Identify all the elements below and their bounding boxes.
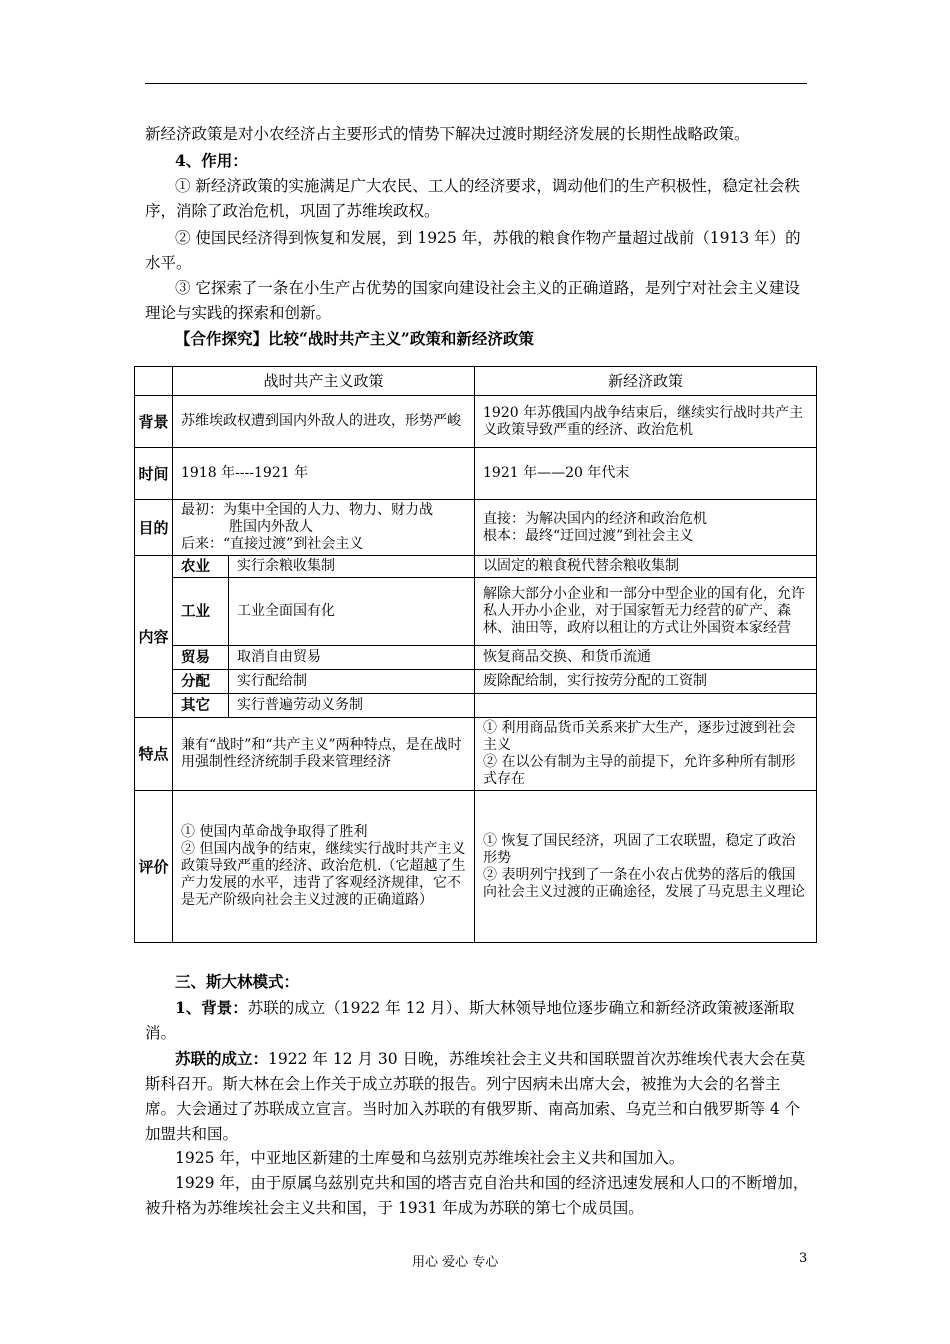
section3-founding-text: 1922 年 12 月 30 日晚，苏维埃社会主义共和国联盟首次苏维埃代表大会在莫斯科召开。斯大林在会上作关于成立苏联的报告。列宁因病未出席大会，被推为大会的名誉主席。大会通过了苏联成立宣言。当时加入苏联的有俄罗斯、南高加索、乌克兰和白俄罗斯等 4 个加盟共和国。 [145, 1050, 806, 1143]
row-label-evaluation: 评价 [135, 791, 173, 943]
evaluation-war-1: ① 使国内革命战争取得了胜利 [181, 824, 368, 840]
cell-feature-war: 兼有“战时”和“共产主义”两种特点，是在战时用强制性经济统制手段来管理经济 [173, 718, 475, 791]
content-sub-label: 贸易 [173, 646, 229, 670]
role-item-2: ② 使国民经济得到恢复和发展，到 1925 年，苏俄的粮食作物产量超过战前（1913 年）的水平。 [145, 229, 801, 272]
content-war-cell: 实行余粮收集制 [229, 556, 475, 578]
role-item-3: ③ 它探索了一条在小生产占优势的国家向建设社会主义的正确道路，是列宁对社会主义建设理论与实践的探索和创新。 [145, 279, 800, 322]
section3-1929: 1929 年，由于原属乌兹别克共和国的塔吉克自治共和国的经济迅速发展和人口的不断增加，被升格为苏维埃社会主义共和国，于 1931 年成为苏联的第七个成员国。 [145, 1174, 809, 1217]
content-sub-label: 其它 [173, 694, 229, 718]
goal-war-line-2: 胜国内外敌人 [229, 519, 313, 535]
content-nep-cell: 废除配给制，实行按劳分配的工资制 [475, 670, 817, 694]
row-goal [135, 500, 817, 556]
row-label-time: 时间 [135, 448, 173, 500]
row-content-distribution [135, 670, 817, 694]
comparison-table [134, 366, 817, 943]
row-label-background: 背景 [135, 396, 173, 448]
goal-nep-line-1: 直接：为解决国内的经济和政治危机 [483, 510, 708, 527]
page-number: 3 [799, 1251, 808, 1266]
content-war-cell: 实行普遍劳动义务制 [229, 694, 475, 718]
cell-goal-war [173, 500, 475, 556]
evaluation-nep-1: ① 恢复了国民经济，巩固了工农联盟，稳定了政治形势 [483, 832, 796, 866]
section3-founding [145, 1046, 810, 1147]
content-war-cell: 取消自由贸易 [229, 646, 475, 670]
cell-time-war: 1918 年----1921 年 [173, 448, 475, 500]
content-sub-label: 分配 [173, 670, 229, 694]
row-label-feature: 特点 [135, 718, 173, 791]
section3-background-label: 1、背景： [175, 998, 248, 1017]
content-war-cell: 实行配给制 [229, 670, 475, 694]
row-content-trade [135, 646, 817, 670]
section3-founding-label: 苏联的成立： [175, 1049, 269, 1068]
evaluation-war-2: ② 但国内战争的结束，继续实行战时共产主义政策导致严重的经济、政治危机.（它超越了生产力发展的水平，违背了客观经济规律，它不是无产阶级向社会主义过渡的正确道路） [181, 841, 466, 908]
cell-time-nep: 1921 年——20 年代末 [475, 448, 817, 500]
section3-1925: 1925 年，中亚地区新建的土库曼和乌兹别克苏维埃社会主义共和国加入。 [175, 1149, 685, 1167]
cell-goal-nep [475, 500, 817, 556]
feature-nep-2: ② 在以公有制为主导的前提下，允许多种所有制形式存在 [483, 754, 796, 787]
goal-war-line-1: 最初：为集中全国的人力、物力、财力战 [181, 502, 433, 518]
corner-cell [135, 367, 173, 396]
section3-background [145, 995, 810, 1046]
role-heading: 4、作用： [175, 151, 248, 170]
row-content-agriculture [135, 556, 817, 578]
content-sub-label: 农业 [173, 556, 229, 578]
footer-motto: 用心 爱心 专心 [412, 1255, 499, 1270]
content-war-cell: 工业全面国有化 [229, 578, 475, 646]
content-nep-cell: 以固定的粮食税代替余粮收集制 [475, 556, 817, 578]
row-feature [135, 718, 817, 791]
content-nep-cell: 恢复商品交换、和货币流通 [475, 646, 817, 670]
header-rule [145, 83, 807, 84]
cell-background-nep: 1920 年苏俄国内战争结束后，继续实行战时共产主义政策导致严重的经济、政治危机 [475, 396, 817, 448]
cell-feature-nep [475, 718, 817, 791]
table-title: 【合作探究】比较“战时共产主义”政策和新经济政策 [175, 329, 534, 348]
cell-evaluation-war [173, 791, 475, 943]
role-item-1: ① 新经济政策的实施满足广大农民、工人的经济要求，调动他们的生产积极性，稳定社会秩序，消除了政治危机，巩固了苏维埃政权。 [145, 177, 800, 220]
content-nep-cell: 解除大部分小企业和一部分中型企业的国有化，允许私人开办小企业，对于国家暂无力经营的矿产、森林、油田等，政府以租让的方式让外国资本家经营 [475, 578, 817, 646]
cell-background-war: 苏维埃政权遭到国内外敌人的进攻，形势严峻 [173, 396, 475, 448]
col-header-nep: 新经济政策 [475, 367, 817, 396]
table-header-row [135, 367, 817, 396]
evaluation-nep-2: ② 表明列宁找到了一条在小农占优势的落后的俄国向社会主义过渡的正确途径，发展了马克思主义理论 [483, 866, 806, 900]
col-header-war: 战时共产主义政策 [173, 367, 475, 396]
content-sub-label: 工业 [173, 578, 229, 646]
row-evaluation [135, 791, 817, 943]
intro-line: 新经济政策是对小农经济占主要形式的情势下解决过渡时期经济发展的长期性战略政策。 [145, 125, 750, 143]
row-content-industry [135, 578, 817, 646]
row-time [135, 448, 817, 500]
goal-nep-line-2: 根本：最终“迂回过渡”到社会主义 [483, 527, 694, 544]
cell-evaluation-nep [475, 791, 817, 943]
goal-war-line-3: 后来：“直接过渡”到社会主义 [181, 536, 364, 552]
row-background [135, 396, 817, 448]
section3-background-text: 苏联的成立（1922 年 12 月）、斯大林领导地位逐步确立和新经济政策被逐渐取消。 [145, 999, 795, 1042]
row-label-goal: 目的 [135, 500, 173, 556]
section3-heading: 三、斯大林模式： [175, 972, 300, 991]
feature-nep-1: ① 利用商品货币关系来扩大生产，逐步过渡到社会主义 [483, 720, 796, 753]
row-label-content: 内容 [135, 556, 173, 718]
row-content-other [135, 694, 817, 718]
content-nep-cell [475, 694, 817, 718]
